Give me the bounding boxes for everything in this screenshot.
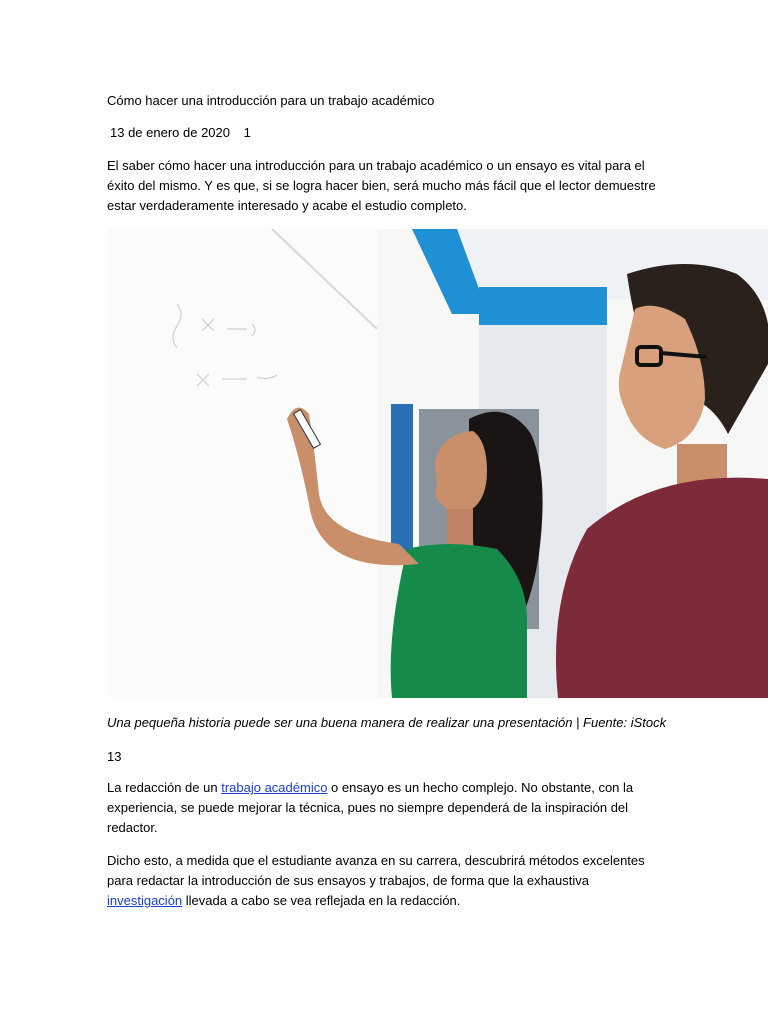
article-photo [107,229,768,698]
para2-text-before: La redacción de un [107,780,222,795]
para3-text-after: llevada a cabo se vea reflejada en la redacción. [182,893,461,908]
body-paragraph-2 [107,778,667,838]
intro-paragraph: El saber cómo hacer una introducción para un trabajo académico o un ensayo es vital para el éxito del mismo. Y es que, si se logra hacer bien, será mucho más fácil que el lector demuestre estar verdaderamente interesado y acabe el estudio completo. [107,158,656,213]
students-whiteboard-illustration [107,229,768,698]
image-caption: Una pequeña historia puede ser una buena manera de realizar una presentación | Fuente: iStock [107,715,667,730]
comments-count[interactable]: 1 [243,125,251,140]
article-date: 13 de enero de 2020 [110,125,230,140]
article-title: Cómo hacer una introducción para un trabajo académico [107,93,435,108]
investigacion-link[interactable]: investigación [107,893,183,908]
article-meta [110,123,670,143]
para3-text-before: Dicho esto, a medida que el estudiante avanza en su carrera, descubrirá métodos excelentes para redactar la introducción de sus ensayos y trabajos, de forma que la exhaustiva [107,853,645,888]
trabajo-academico-link[interactable]: trabajo académico [221,780,328,795]
body-paragraph-3 [107,851,667,911]
para2-text-after: o ensayo es un hecho complejo. No obstante, con la experiencia, se puede mejorar la técnica, pues no siempre dependerá de la inspiración del redactor. [107,780,634,835]
shares-count[interactable]: 13 [107,749,122,764]
